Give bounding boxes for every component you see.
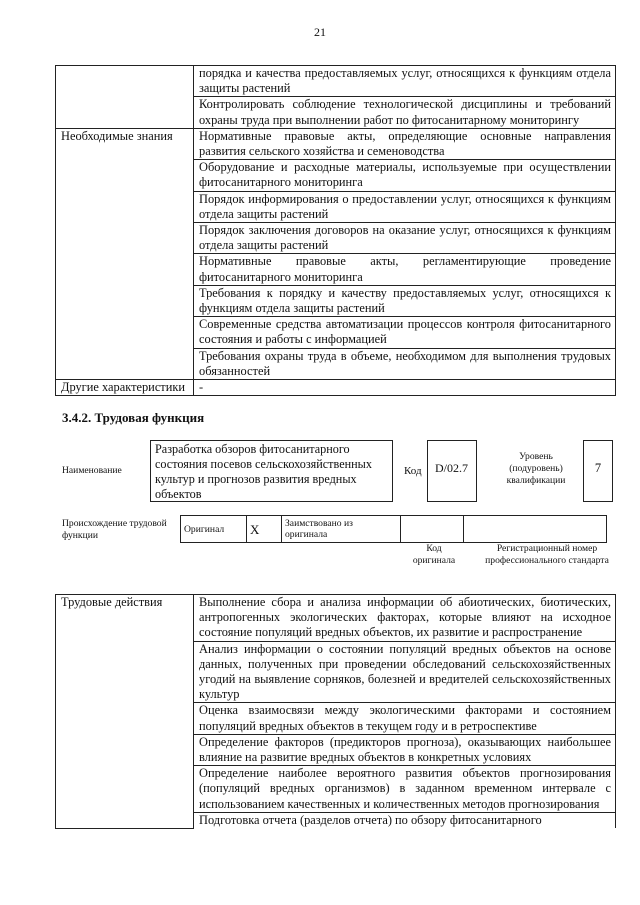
page-number: 21 bbox=[314, 25, 326, 39]
code-original-cell bbox=[401, 516, 464, 543]
table-row bbox=[56, 66, 616, 97]
table-row bbox=[56, 595, 616, 642]
row-text: Определение факторов (предикторов прогноза), оказывающих наибольшее влияние на развитие вредных объектов в конкретных условиях bbox=[194, 734, 616, 765]
row-text: Контролировать соблюдение технологической дисциплины и требований охраны труда при выполнении работ по фитосанитарному мониторингу bbox=[194, 97, 616, 128]
origin-table bbox=[180, 515, 607, 543]
row-text: Определение наиболее вероятного развития объектов прогнозирования (популяций вредных организмов) в заданном временном интервале с использованием качественных и количественных методов прогнозирования bbox=[194, 766, 616, 813]
reg-number-cell bbox=[464, 516, 607, 543]
actions-table bbox=[55, 594, 616, 829]
row-text: Подготовка отчета (разделов отчета) по обзору фитосанитарного bbox=[194, 812, 616, 828]
original-label: Оригинал bbox=[181, 516, 247, 543]
code-original-label: Код оригинала bbox=[412, 543, 456, 566]
row-text: Нормативные правовые акты, определяющие основные направления развития сельского хозяйства и семеноводства bbox=[194, 128, 616, 159]
row-text: Оборудование и расходные материалы, используемые при осуществлении фитосанитарного мониторинга bbox=[194, 160, 616, 191]
table-row bbox=[56, 128, 616, 159]
knowledge-table bbox=[55, 65, 616, 396]
row-text: Выполнение сбора и анализа информации об абиотических, биотических, антропогенных экологических факторах, которые влияют на исходное состояние популяций вредных объектов, их развитие и распространение bbox=[194, 595, 616, 642]
name-label: Наименование bbox=[62, 465, 122, 476]
original-mark: X bbox=[247, 516, 282, 543]
origin-label: Происхождение трудовой функции bbox=[62, 518, 167, 541]
level-label: Уровень (подуровень) квалификации bbox=[506, 451, 566, 486]
row-label bbox=[56, 66, 194, 129]
function-code-box: D/02.7 bbox=[427, 440, 477, 502]
row-text: Порядок информирования о предоставлении услуг, относящихся к функциям отдела защиты растений bbox=[194, 191, 616, 222]
row-text: Требования к порядку и качеству предоставляемых услуг, относящихся к функциям отдела защиты растений bbox=[194, 285, 616, 316]
table-row bbox=[56, 380, 616, 396]
row-text: - bbox=[194, 380, 616, 396]
qualification-level-box: 7 bbox=[583, 440, 613, 502]
row-text: Анализ информации о состоянии популяций вредных объектов на основе данных, полученных при проведении обследований сельскохозяйственных угодий на выявление сорняков, болезней и вредителей сельскохозяйственных культур bbox=[194, 641, 616, 703]
row-text: Современные средства автоматизации процессов контроля фитосанитарного состояния и работы с информацией bbox=[194, 317, 616, 348]
row-text: Нормативные правовые акты, регламентирующие проведение фитосанитарного мониторинга bbox=[194, 254, 616, 285]
function-name-box: Разработка обзоров фитосанитарного состояния посевов сельскохозяйственных культур и прогнозов развития вредных объектов bbox=[150, 440, 393, 502]
row-text: порядка и качества предоставляемых услуг, относящихся к функциям отдела защиты растений bbox=[194, 66, 616, 97]
borrowed-label: Заимствовано из оригинала bbox=[282, 516, 401, 543]
section-heading: 3.4.2. Трудовая функция bbox=[62, 410, 205, 425]
row-text: Оценка взаимосвязи между экологическими факторами и состоянием популяций вредных объектов в текущем году и в ретроспективе bbox=[194, 703, 616, 734]
code-label: Код bbox=[404, 465, 422, 477]
row-label-knowledge: Необходимые знания bbox=[56, 128, 194, 379]
row-text: Порядок заключения договоров на оказание услуг, относящихся к функциям отдела защиты растений bbox=[194, 223, 616, 254]
row-text: Требования охраны труда в объеме, необходимом для выполнения трудовых обязанностей bbox=[194, 348, 616, 379]
row-label-actions: Трудовые действия bbox=[56, 595, 194, 829]
reg-number-label: Регистрационный номер профессионального стандарта bbox=[485, 543, 609, 566]
row-label-other: Другие характеристики bbox=[56, 380, 194, 396]
